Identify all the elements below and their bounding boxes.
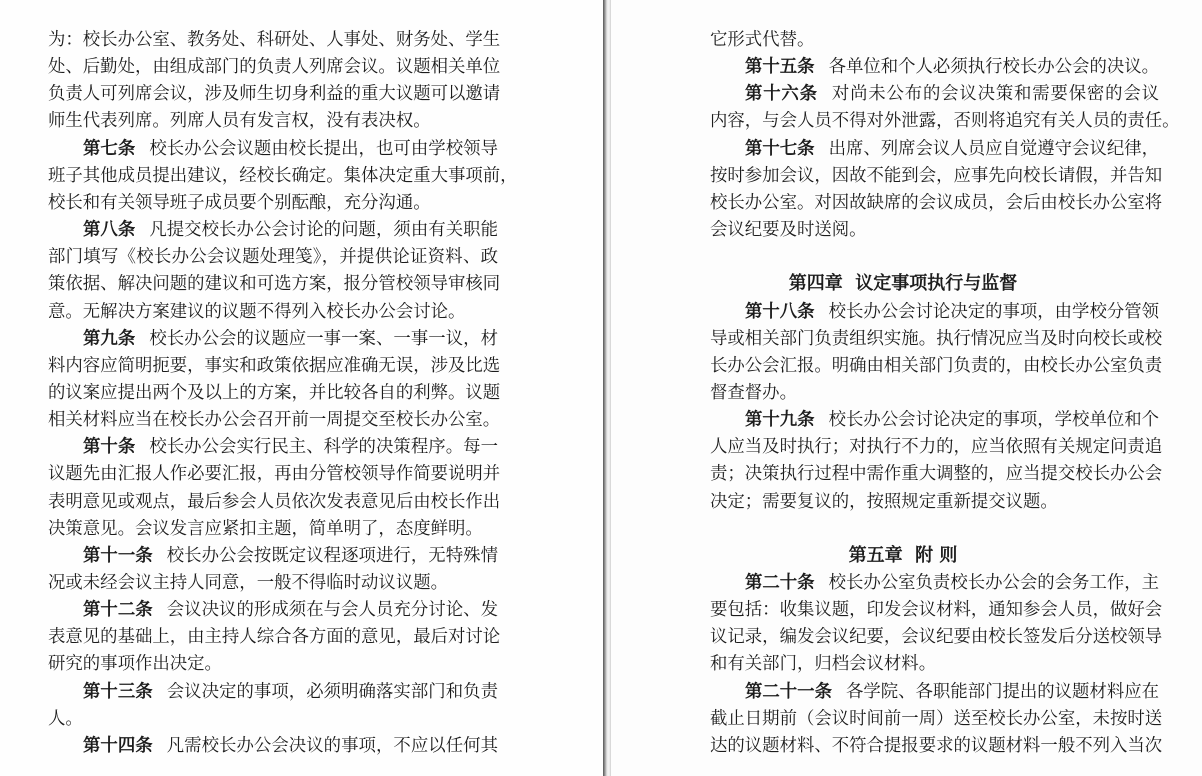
line-text: 处、后勤处，由组成部门的负责人列席会议。议题相关单位: [48, 57, 501, 78]
line-text: 要包括：收集议题，印发会议材料，通知参会人员，做好会: [710, 600, 1163, 621]
line-text: 班子其他成员提出建议，经校长确定。集体决定重大事项前，: [48, 165, 518, 186]
line-text: 人。: [48, 708, 83, 729]
line-text: 表意见的基础上，由主持人综合各方面的意见，最后对讨论: [48, 627, 501, 648]
text-line: [48, 28, 501, 52]
line-text: 校长办公室负责校长办公会的会务工作，主: [828, 573, 1160, 593]
article-number: 第十七条: [745, 138, 815, 159]
line-text: 会议决议的形成须在与会人员充分讨论、发: [166, 600, 498, 621]
line-text: 校长和有关领导班子成员要个别酝酿，充分沟通。: [48, 192, 431, 213]
text-line: [710, 707, 1163, 731]
line-text: 部门填写《校长办公会议题处理笺》，并提供论证资料、政: [48, 247, 498, 268]
text-line: [710, 462, 1163, 486]
line-text: 校长办公会议题由校长提出，也可由学校领导: [149, 138, 498, 159]
article-number: 第十一条: [83, 545, 153, 566]
line-text: 校长办公会实行民主、科学的决策程序。每一: [149, 437, 498, 458]
text-line: [48, 191, 498, 215]
line-text: 决定；需要复议的，按照规定重新提交议题。: [710, 491, 1058, 512]
line-text: 责；决策执行过程中需作重大调整的，应当提交校长办公会: [710, 464, 1163, 485]
line-text: 达的议题材料、不符合提报要求的议题材料一般不列入当次: [710, 735, 1163, 756]
text-line: [48, 272, 501, 296]
text-line: [48, 625, 501, 649]
article-first-line: [710, 137, 1159, 161]
article-number: 第十二条: [83, 600, 153, 621]
text-line: [710, 109, 1180, 133]
line-text: 内容，与会人员不得对外泄露，否则将追究有关人员的责任。: [710, 111, 1180, 132]
text-line: [48, 82, 501, 106]
text-line: [710, 28, 1159, 52]
article-number: 第十条: [83, 437, 136, 458]
article-number: 第九条: [83, 328, 136, 349]
article-first-line: [48, 327, 498, 351]
text-line: [48, 55, 501, 79]
line-text: 相关材料应当在校长办公会召开前一周提交至校长办公室。: [48, 410, 501, 431]
line-text: 按时参加会议，因故不能到会，应事先向校长请假，并告知: [710, 165, 1163, 186]
article-number: 第八条: [83, 220, 136, 241]
text-line: [710, 354, 1163, 378]
line-text: 导或相关部门负责组织实施。执行情况应当及时向校长或校: [710, 328, 1163, 349]
line-text: 校长办公室。对因故缺席的会议成员，会后由校长办公室将: [710, 192, 1163, 213]
line-text: 各单位和个人必须执行校长办公会的决议。: [828, 57, 1160, 78]
article-number: 第十六条: [745, 84, 818, 105]
text-line: [710, 435, 1163, 459]
article-first-line: [48, 680, 498, 704]
text-line: [710, 625, 1163, 649]
text-line: [48, 517, 498, 541]
text-line: [710, 164, 1163, 188]
article-number: 第十九条: [745, 410, 815, 431]
article-number: 第二十条: [745, 573, 815, 593]
line-text: 各学院、各职能部门提出的议题材料应在: [845, 681, 1160, 702]
article-first-line: [48, 137, 498, 161]
line-text: 会议决定的事项，必须明确落实部门和负责: [166, 681, 498, 702]
article-first-line: [710, 680, 1159, 704]
line-text: 意。无解决方案建议的议题不得列入校长办公会讨论。: [48, 301, 466, 322]
text-line: [710, 490, 1159, 514]
line-text: 校长办公会按既定议程逐项进行，无特殊情: [166, 545, 498, 566]
right-document-page: [611, 0, 1202, 776]
text-line: [710, 327, 1163, 351]
line-text: 师生代表列席。列席人员有发言权，没有表决权。: [48, 111, 431, 132]
line-text: 对尚未公布的会议决策和需要保密的会议: [831, 84, 1159, 105]
line-text: 校长办公会讨论决定的事项，由学校分管领: [828, 301, 1160, 322]
article-number: 第十五条: [745, 57, 815, 78]
line-text: 议记录，编发会议纪要，会议纪要由校长签发后分送校领导: [710, 627, 1163, 648]
text-line: [48, 707, 498, 731]
text-line: [710, 598, 1163, 622]
article-number: 第十八条: [745, 301, 815, 322]
line-text: 人应当及时执行；对执行不力的，应当依照有关规定问责追: [710, 437, 1163, 458]
text-line: [48, 408, 501, 432]
line-text: 会议纪要及时送阅。: [710, 220, 867, 241]
article-number: 第二十一条: [745, 681, 832, 702]
article-number: 第十四条: [83, 735, 153, 756]
article-first-line: [48, 218, 498, 242]
line-text: 况或未经会议主持人同意，一般不得临时动议议题。: [48, 573, 448, 593]
article-first-line: [710, 571, 1159, 595]
line-text: 研究的事项作出决定。: [48, 654, 222, 675]
line-text: 表明意见或观点，最后参会人员依次发表意见后由校长作出: [48, 491, 501, 512]
text-line: [48, 381, 501, 405]
line-text: 议题先由汇报人作必要汇报，再由分管校领导作简要说明并: [48, 464, 501, 485]
article-number: 第七条: [83, 138, 136, 159]
line-text: 的议案应提出两个及以上的方案，并比较各自的利弊。议题: [48, 382, 501, 403]
line-text: 凡需校长办公会决议的事项，不应以任何其: [166, 735, 498, 756]
line-text: 策依据、解决问题的建议和可选方案，报分管校领导审核同: [48, 274, 501, 295]
article-first-line: [710, 55, 1159, 79]
line-text: 长办公会汇报。明确由相关部门负责的，由校长办公室负责: [710, 355, 1163, 376]
line-text: 督查督办。: [710, 382, 797, 403]
page-gutter-divider: [603, 0, 611, 776]
article-first-line: [710, 408, 1159, 432]
article-first-line: [710, 300, 1159, 324]
text-line: [710, 191, 1163, 215]
line-text: 校长办公会的议题应一事一案、一事一议，材: [149, 328, 498, 349]
text-line: [710, 734, 1163, 758]
text-line: [710, 218, 1159, 242]
text-line: [48, 245, 498, 269]
chapter-heading: 第四章 议定事项执行与监督: [788, 273, 1018, 295]
text-line: [48, 164, 518, 188]
text-line: [48, 354, 501, 378]
article-first-line: [710, 82, 1159, 106]
line-text: 为：校长办公室、教务处、科研处、人事处、财务处、学生: [48, 30, 501, 50]
line-text: 负责人可列席会议，涉及师生切身利益的重大议题可以邀请: [48, 84, 501, 105]
line-text: 校长办公会讨论决定的事项，学校单位和个: [828, 410, 1160, 431]
text-line: [48, 652, 498, 676]
line-text: 出席、列席会议人员应自觉遵守会议纪律，: [828, 138, 1160, 159]
line-text: 和有关部门，归档会议材料。: [710, 654, 937, 675]
article-first-line: [48, 544, 498, 568]
article-number: 第十三条: [83, 681, 153, 702]
text-line: [48, 462, 501, 486]
text-line: [48, 300, 498, 324]
line-text: 决策意见。会议发言应紧扣主题，简单明了，态度鲜明。: [48, 518, 483, 539]
article-first-line: [48, 435, 498, 459]
text-line: [48, 490, 501, 514]
chapter-heading: 第五章 附 则: [848, 544, 958, 566]
article-first-line: [48, 734, 498, 758]
text-line: [710, 381, 1159, 405]
line-text: 它形式代替。: [710, 30, 815, 50]
article-first-line: [48, 598, 498, 622]
line-text: 凡提交校长办公会讨论的问题，须由有关职能: [149, 220, 498, 241]
text-line: [710, 652, 1159, 676]
line-text: 料内容应简明扼要，事实和政策依据应准确无误，涉及比选: [48, 355, 501, 376]
line-text: 截止日期前（会议时间前一周）送至校长办公室，未按时送: [710, 708, 1163, 729]
text-line: [48, 571, 498, 595]
text-line: [48, 109, 498, 133]
